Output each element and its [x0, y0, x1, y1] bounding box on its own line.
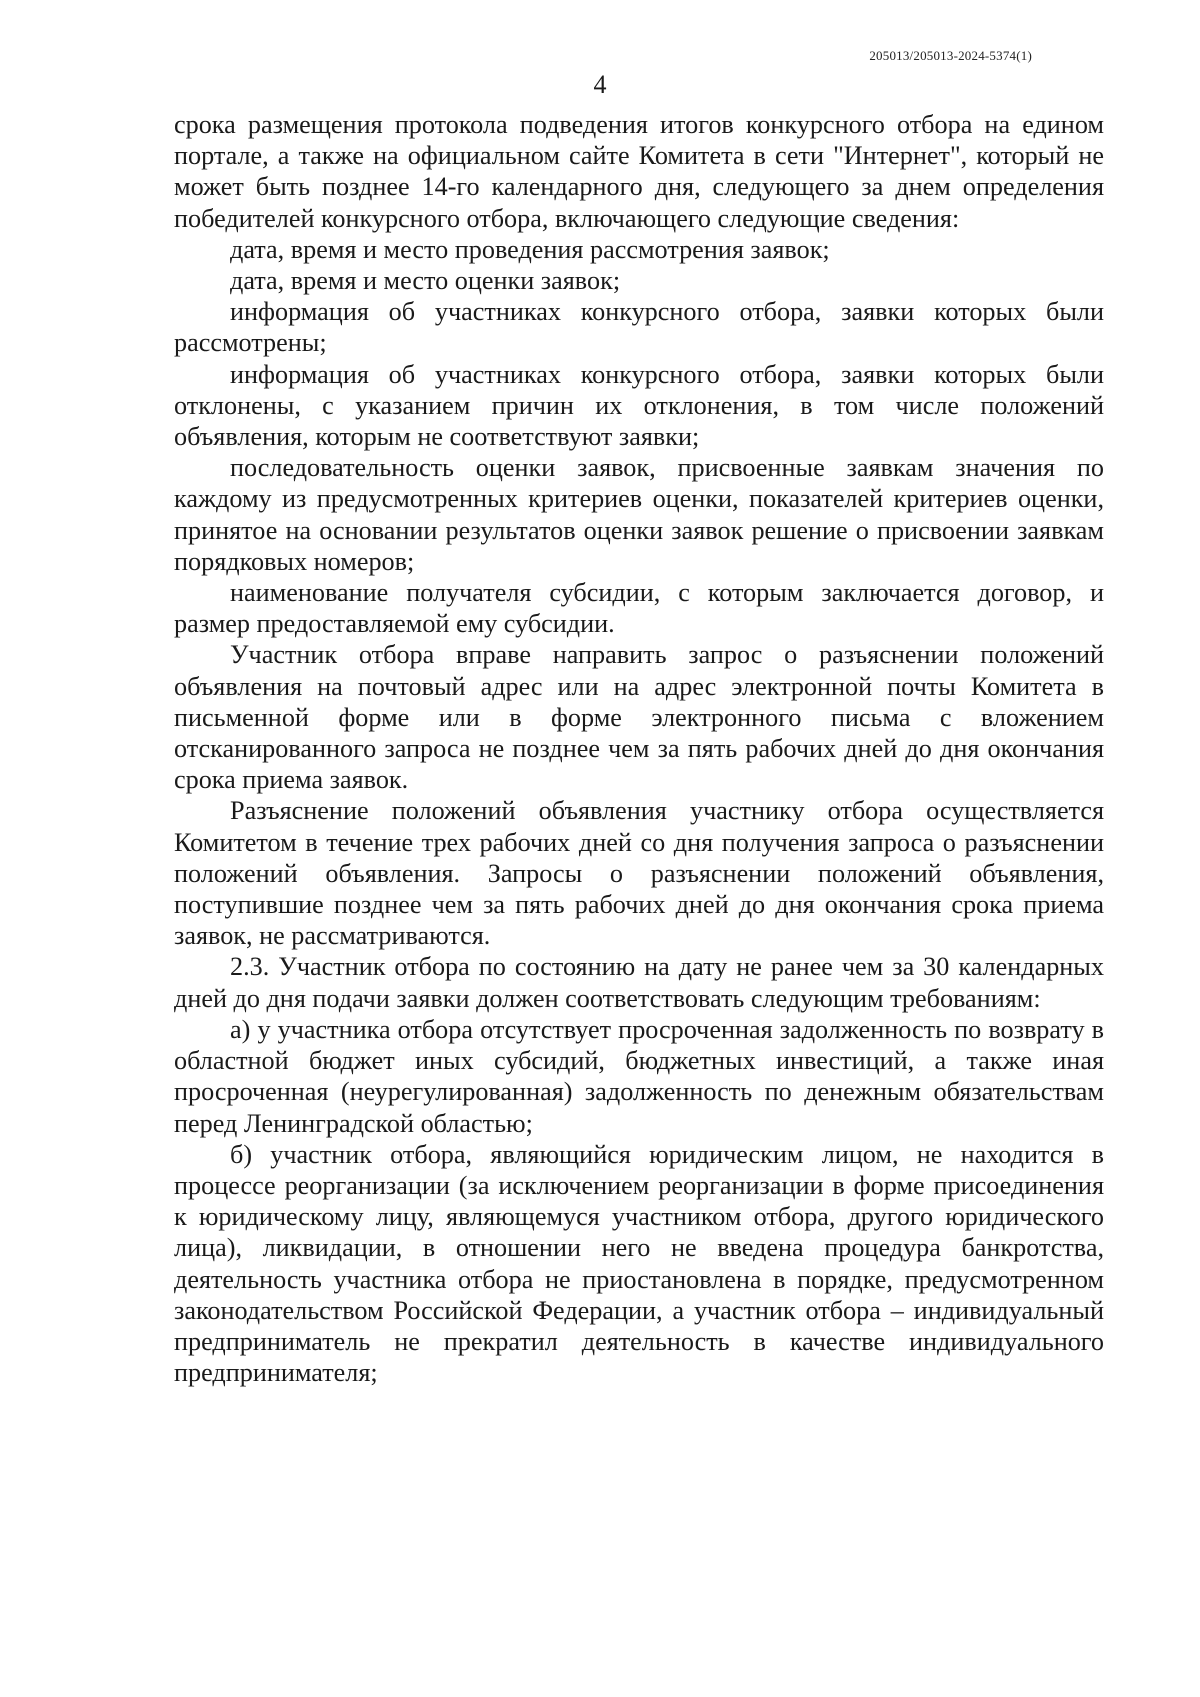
- document-id: 205013/205013-2024-5374(1): [869, 48, 1032, 63]
- paragraph-section-2-3: 2.3. Участник отбора по состоянию на дату не ранее чем за 30 календарных дней до дня подачи заявки должен соответствовать следующим требованиям:: [174, 952, 1104, 1013]
- list-item-subsidy-recipient: наименование получателя субсидии, с которым заключается договор, и размер предоставляемой ему субсидии.: [174, 578, 1104, 639]
- document-body: [174, 109, 1104, 1388]
- list-item-reviewed-participants: информация об участниках конкурсного отбора, заявки которых были рассмотрены;: [174, 297, 1104, 358]
- page-number: 4: [593, 70, 607, 99]
- paragraph-continuation: срока размещения протокола подведения итогов конкурсного отбора на едином портале, а также на официальном сайте Комитета в сети "Интернет", который не может быть позднее 14-го календарного дня, следующего за днем определения победителей конкурсного отбора, включающего следующие сведения:: [174, 110, 1104, 233]
- requirement-b: б) участник отбора, являющийся юридическим лицом, не находится в процессе реорганизации (за исключением реорганизации в форме присоединения к юридическому лицу, являющемуся участником отбора, другого юридического лица), ликвидации, в отношении него не введена процедура банкротства, деятельность участника отбора не приостановлена в порядке, предусмотренном законодательством Российской Федерации, а участник отбора – индивидуальный предприниматель не прекратил деятельность в качестве индивидуального предпринимателя;: [174, 1139, 1104, 1388]
- list-item-review-date: дата, время и место проведения рассмотрения заявок;: [230, 234, 830, 264]
- list-item-evaluation-sequence: последовательность оценки заявок, присвоенные заявкам значения по каждому из предусмотренных критериев оценки, показателей критериев оценки, принятое на основании результатов оценки заявок решение о присвоении заявкам порядковых номеров;: [174, 453, 1104, 576]
- list-item-rejected-participants: информация об участниках конкурсного отбора, заявки которых были отклонены, с указанием причин их отклонения, в том числе положений объявления, которым не соответствуют заявки;: [174, 359, 1104, 452]
- requirement-a: а) у участника отбора отсутствует просроченная задолженность по возврату в областной бюджет иных субсидий, бюджетных инвестиций, а также иная просроченная (неурегулированная) задолженность по денежным обязательствам перед Ленинградской областью;: [174, 1014, 1104, 1138]
- paragraph-clarification-request: Участник отбора вправе направить запрос о разъяснении положений объявления на почтовый адрес или на адрес электронной почты Комитета в письменной форме или в форме электронного письма с вложением отсканированного запроса не позднее чем за пять рабочих дней до дня окончания срока приема заявок.: [174, 640, 1104, 795]
- list-item-evaluation-date: дата, время и место оценки заявок;: [230, 266, 621, 296]
- paragraph-clarification-response: Разъяснение положений объявления участнику отбора осуществляется Комитетом в течение трех рабочих дней со дня получения запроса о разъяснении положений объявления. Запросы о разъяснении положений объявления, поступившие позднее чем за пять рабочих дней до дня окончания срока приема заявок, не рассматриваются.: [174, 796, 1104, 951]
